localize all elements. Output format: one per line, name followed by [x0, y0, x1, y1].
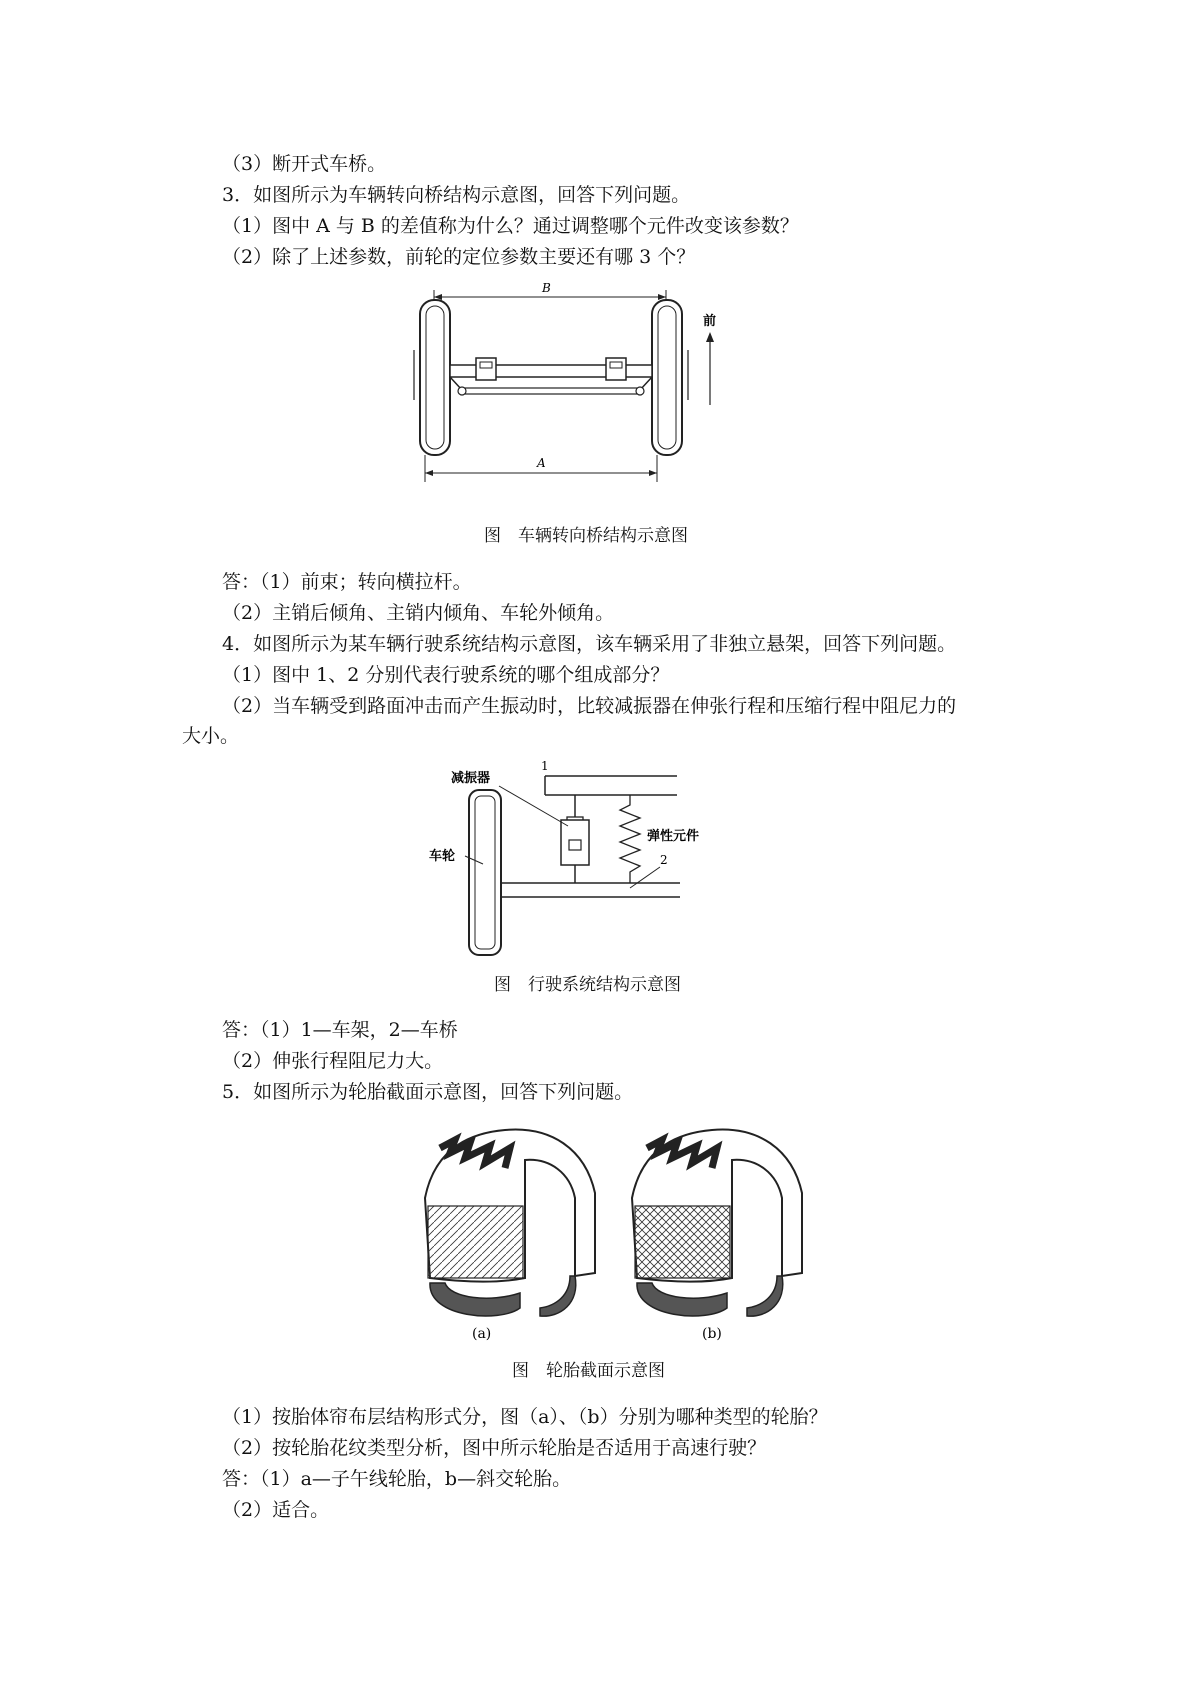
question-4-part-2-cont: 大小。 [182, 725, 240, 747]
tire-a [425, 1130, 595, 1317]
question-3-part-1: （1）图中 A 与 B 的差值称为什么？通过调整哪个元件改变该参数？ [222, 215, 799, 237]
label-b: B [542, 281, 551, 295]
answer-4-part-1: 答：（1）1—车架，2—车桥 [222, 1019, 458, 1041]
label-a: A [537, 456, 546, 470]
answer-5-part-1: 答：（1）a—子午线轮胎，b—斜交轮胎。 [222, 1468, 572, 1490]
label-tire-a: (a) [472, 1326, 492, 1342]
answer-3-part-1: 答：（1）前束；转向横拉杆。 [222, 571, 472, 593]
question-5-part-2: （2）按轮胎花纹类型分析，图中所示轮胎是否适用于高速行驶？ [222, 1437, 767, 1459]
text-line-1: （3）断开式车桥。 [222, 153, 387, 175]
figure-2-caption: 图 行驶系统结构示意图 [494, 975, 681, 995]
label-front: 前 [703, 314, 717, 329]
answer-5-part-2: （2）适合。 [222, 1499, 330, 1521]
label-1: 1 [541, 759, 549, 773]
question-5-part-1: （1）按胎体帘布层结构形式分，图（a）、（b）分别为哪种类型的轮胎？ [222, 1406, 828, 1428]
question-5-title: 5．如图所示为轮胎截面示意图，回答下列问题。 [222, 1081, 634, 1103]
label-damper: 减振器 [451, 771, 491, 786]
label-2: 2 [660, 853, 668, 867]
steering-axle-diagram [420, 280, 760, 510]
tire-section-diagram [410, 1118, 810, 1343]
question-3-title: 3．如图所示为车辆转向桥结构示意图，回答下列问题。 [222, 184, 691, 206]
answer-3-part-2: （2）主销后倾角、主销内倾角、车轮外倾角。 [222, 602, 615, 624]
label-tire-b: (b) [702, 1326, 722, 1342]
running-system-diagram [429, 759, 715, 960]
figure-3-caption: 图 轮胎截面示意图 [512, 1361, 665, 1381]
question-3-part-2: （2）除了上述参数，前轮的定位参数主要还有哪 3 个？ [222, 246, 696, 268]
answer-4-part-2: （2）伸张行程阻尼力大。 [222, 1050, 444, 1072]
question-4-part-2: （2）当车辆受到路面冲击而产生振动时，比较减振器在伸张行程和压缩行程中阻尼力的 [222, 695, 957, 717]
question-4-part-1: （1）图中 1、2 分别代表行驶系统的哪个组成部分？ [222, 664, 670, 686]
question-4-title: 4．如图所示为某车辆行驶系统结构示意图，该车辆采用了非独立悬架，回答下列问题。 [222, 633, 957, 655]
label-wheel: 车轮 [429, 849, 456, 864]
label-spring: 弹性元件 [647, 829, 700, 844]
tire-b [632, 1130, 802, 1317]
figure-1-caption: 图 车辆转向桥结构示意图 [484, 526, 688, 546]
